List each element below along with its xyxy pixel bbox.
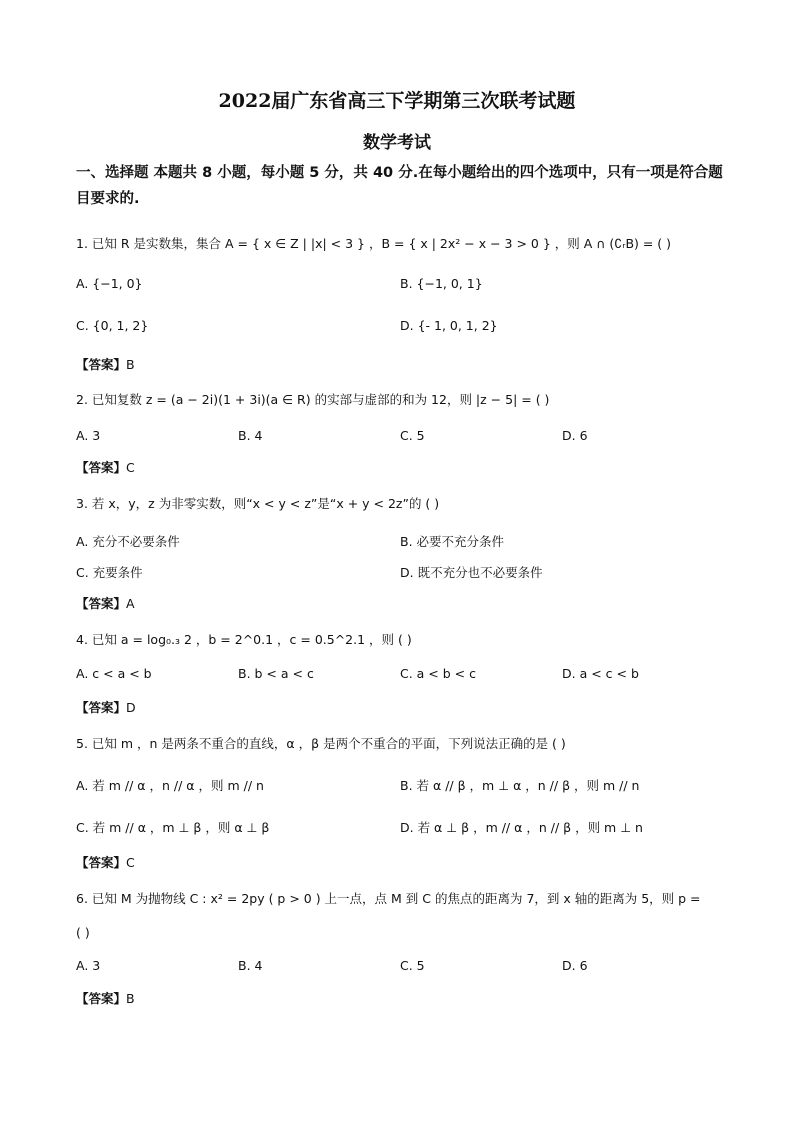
question-3-option-d: D. 既不充分也不必要条件 bbox=[400, 565, 543, 580]
question-4-answer bbox=[76, 698, 136, 716]
answer-value: C bbox=[126, 855, 135, 870]
question-5-stem: 5. 已知 m ，n 是两条不重合的直线，α ，β 是两个不重合的平面，下列说法正确的是 ( ) bbox=[76, 736, 566, 751]
page-title: 2022届广东省高三下学期第三次联考试题 bbox=[218, 90, 576, 112]
question-1-option-c: C. {0, 1, 2} bbox=[76, 318, 149, 333]
question-3-option-b: B. 必要不充分条件 bbox=[400, 534, 505, 549]
question-4-option-b: B. b < a < c bbox=[238, 666, 314, 681]
question-1-option-b: B. {−1, 0, 1} bbox=[400, 276, 483, 291]
question-5-answer bbox=[76, 853, 135, 871]
question-1-option-a: A. {−1, 0} bbox=[76, 276, 143, 291]
answer-tag: 【答案】 bbox=[76, 991, 127, 1006]
question-4-stem: 4. 已知 a = log₀.₃ 2 ，b = 2^0.1 ，c = 0.5^2.1 ，则 ( ) bbox=[76, 632, 412, 647]
question-5-option-c: C. 若 m // α ，m ⊥ β ，则 α ⊥ β bbox=[76, 820, 270, 835]
question-2-answer bbox=[76, 458, 135, 476]
question-5-option-a: A. 若 m // α ，n // α ，则 m // n bbox=[76, 778, 264, 793]
question-1-stem: 1. 已知 R 是实数集，集合 A = { x ∈ Z | |x| < 3 } ，B = { x | 2x² − x − 3 > 0 } ，则 A ∩ (∁ᵣB) = ( ) bbox=[76, 236, 672, 251]
question-6-option-d: D. 6 bbox=[562, 958, 588, 973]
answer-tag: 【答案】 bbox=[76, 855, 127, 870]
question-5-option-b: B. 若 α // β ，m ⊥ α ，n // β ，则 m // n bbox=[400, 778, 640, 793]
question-3-stem: 3. 若 x，y，z 为非零实数，则“x < y < z”是“x + y < 2z”的 ( ) bbox=[76, 496, 440, 511]
question-3-answer bbox=[76, 594, 135, 612]
question-2-option-b: B. 4 bbox=[238, 428, 263, 443]
question-3-option-c: C. 充要条件 bbox=[76, 565, 143, 580]
question-2-stem: 2. 已知复数 z = (a − 2i)(1 + 3i)(a ∈ R) 的实部与虚部的和为 12，则 |z − 5| = ( ) bbox=[76, 392, 550, 407]
answer-value: D bbox=[126, 700, 136, 715]
page-subtitle: 数学考试 bbox=[363, 133, 431, 153]
answer-tag: 【答案】 bbox=[76, 357, 127, 372]
question-4-option-d: D. a < c < b bbox=[562, 666, 639, 681]
question-2-option-a: A. 3 bbox=[76, 428, 101, 443]
answer-value: B bbox=[126, 991, 135, 1006]
question-5-option-d: D. 若 α ⊥ β ，m // α ，n // β ，则 m ⊥ n bbox=[400, 820, 643, 835]
question-4-option-a: A. c < a < b bbox=[76, 666, 152, 681]
question-6-option-c: C. 5 bbox=[400, 958, 425, 973]
answer-value: B bbox=[126, 357, 135, 372]
answer-value: C bbox=[126, 460, 135, 475]
question-2-option-d: D. 6 bbox=[562, 428, 588, 443]
question-6-stem: 6. 已知 M 为抛物线 C : x² = 2py ( p > 0 ) 上一点，点 M 到 C 的焦点的距离为 7，到 x 轴的距离为 5，则 p = bbox=[76, 891, 701, 906]
question-2-option-c: C. 5 bbox=[400, 428, 425, 443]
question-4-option-c: C. a < b < c bbox=[400, 666, 476, 681]
section-heading: 一、选择题 本题共 8 小题，每小题 5 分，共 40 分.在每小题给出的四个选项中，只有一项是符合题目要求的. bbox=[76, 165, 723, 207]
question-6-option-b: B. 4 bbox=[238, 958, 263, 973]
question-6-stem-continued: ( ) bbox=[76, 925, 90, 940]
question-1-option-d: D. {- 1, 0, 1, 2} bbox=[400, 318, 498, 333]
answer-value: A bbox=[126, 596, 135, 611]
answer-tag: 【答案】 bbox=[76, 596, 127, 611]
question-6-option-a: A. 3 bbox=[76, 958, 101, 973]
answer-tag: 【答案】 bbox=[76, 460, 127, 475]
question-3-option-a: A. 充分不必要条件 bbox=[76, 534, 180, 549]
question-6-answer bbox=[76, 989, 135, 1007]
answer-tag: 【答案】 bbox=[76, 700, 127, 715]
question-1-answer bbox=[76, 355, 135, 373]
